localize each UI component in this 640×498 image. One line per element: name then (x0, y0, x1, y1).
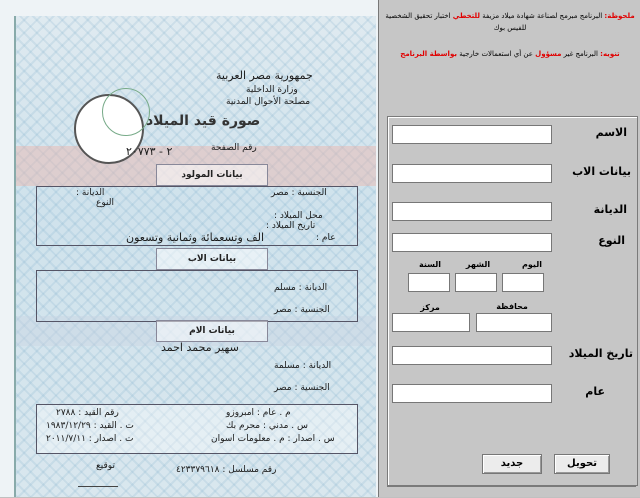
cert-reg-num: رقم القيد : ٢٧٨٨ (56, 408, 119, 418)
cert-serial-value: ٢ - ٢٠٧٧٣ (126, 145, 173, 158)
gender-label: النوع (598, 234, 625, 247)
birthdate-input[interactable] (392, 346, 552, 365)
cert-year-line: عام : (316, 233, 336, 243)
cert-birthdate-line: تاريخ الميلاد : (266, 221, 316, 231)
cert-mother-name: سهير محمد احمد (161, 341, 239, 354)
note2-prefix: تنويه: (600, 50, 620, 58)
center-label: مركز (420, 303, 440, 312)
convert-button[interactable]: تحويل (554, 454, 610, 474)
cert-reg-date1: ت . القيد : ١٩٨٣/١٢/٢٩ (46, 421, 134, 431)
cert-reg-line1: م . عام : امبروزو (226, 408, 291, 418)
note-disclaimer-2 (383, 48, 637, 60)
cert-signature-label: توقيع (96, 461, 115, 471)
cert-mother-nationality: الجنسية : مصر (274, 383, 330, 393)
month-label: الشهر (465, 260, 491, 269)
certificate-sheet (14, 16, 376, 497)
birthdate-label: تاريخ الميلاد (568, 347, 633, 360)
religion-input[interactable] (392, 202, 552, 221)
cert-header-line1: جمهورية مصر العربية (216, 69, 313, 82)
cert-year-text: الف وتسعمائة وثمانية وتسعون (126, 231, 265, 244)
cert-father-religion: الديانة : مسلم (274, 283, 328, 293)
religion-label: الديانة (593, 203, 627, 216)
governorate-label: محافظة (496, 302, 528, 311)
cert-header-line2: وزارة الداخلية (246, 85, 298, 95)
cert-religion-line: الديانة : (76, 188, 105, 198)
day-input[interactable] (502, 273, 544, 292)
cert-birthplace-line: محل الميلاد : (274, 211, 323, 221)
center-input[interactable] (392, 313, 470, 332)
note2-red2: بواسطة البرنامج (400, 50, 457, 58)
note1-red: للتخطي (452, 12, 481, 20)
cert-section-father: بيانات الاب (156, 248, 268, 270)
cert-title: صورة قيد الميلاد (146, 113, 261, 129)
cert-serial-label: رقم الصفحة (211, 143, 257, 153)
cert-reg-line2: س . مدني : محرم بك (226, 421, 308, 431)
father-label: بيانات الاب (572, 165, 631, 178)
day-label: اليوم (522, 260, 542, 269)
cert-reg-date2: ت . اصدار : ٢٠١١/٧/١١ (46, 434, 134, 444)
governorate-input[interactable] (476, 313, 552, 332)
cert-father-nationality: الجنسية : مصر (274, 305, 330, 315)
name-input[interactable] (392, 125, 552, 144)
cert-gender-line: الجنسية : مصر (271, 188, 327, 198)
cert-reg-line3: س . اصدار : م . معلومات اسوان (211, 434, 335, 444)
note1-prefix: ملحوظة: (604, 12, 635, 20)
year-word-label: عام (585, 385, 605, 398)
bottom-strip (387, 486, 636, 498)
note-disclaimer-1 (383, 10, 637, 34)
year-input[interactable] (408, 273, 450, 292)
cert-signature-mark (78, 468, 118, 487)
name-label: الاسم (595, 126, 627, 139)
father-input[interactable] (392, 164, 552, 183)
form-panel (378, 0, 640, 497)
cert-type-line: النوع (96, 198, 114, 208)
certificate-seal-ring (102, 88, 150, 136)
cert-section-newborn: بيانات المولود (156, 164, 268, 186)
cert-section-mother: بيانات الام (156, 320, 268, 342)
new-button[interactable]: جديد (482, 454, 542, 474)
month-input[interactable] (455, 273, 497, 292)
cert-print-num: رقم مسلسل : ٤٢٣٣٧٩٦١٨ (176, 465, 277, 475)
note2-red: مسؤول (535, 50, 562, 58)
year-label: السنة (418, 260, 441, 269)
note1-text-a: البرنامج مبرمج لصناعة شهادة ميلاد مزيفة (480, 12, 605, 20)
year-word-input[interactable] (392, 384, 552, 403)
gender-input[interactable] (392, 233, 552, 252)
cert-header-line3: مصلحة الأحوال المدنية (226, 97, 311, 107)
note1-text-b: اختبار تحقيق الشخصية للفيس بوك (385, 12, 527, 32)
note2-text-b: عن أي استعمالات خارجية (456, 50, 536, 58)
data-entry-form (387, 116, 638, 486)
cert-mother-religion: الديانة : مسلمة (274, 361, 332, 371)
note2-text-a: البرنامج غير (561, 50, 601, 58)
